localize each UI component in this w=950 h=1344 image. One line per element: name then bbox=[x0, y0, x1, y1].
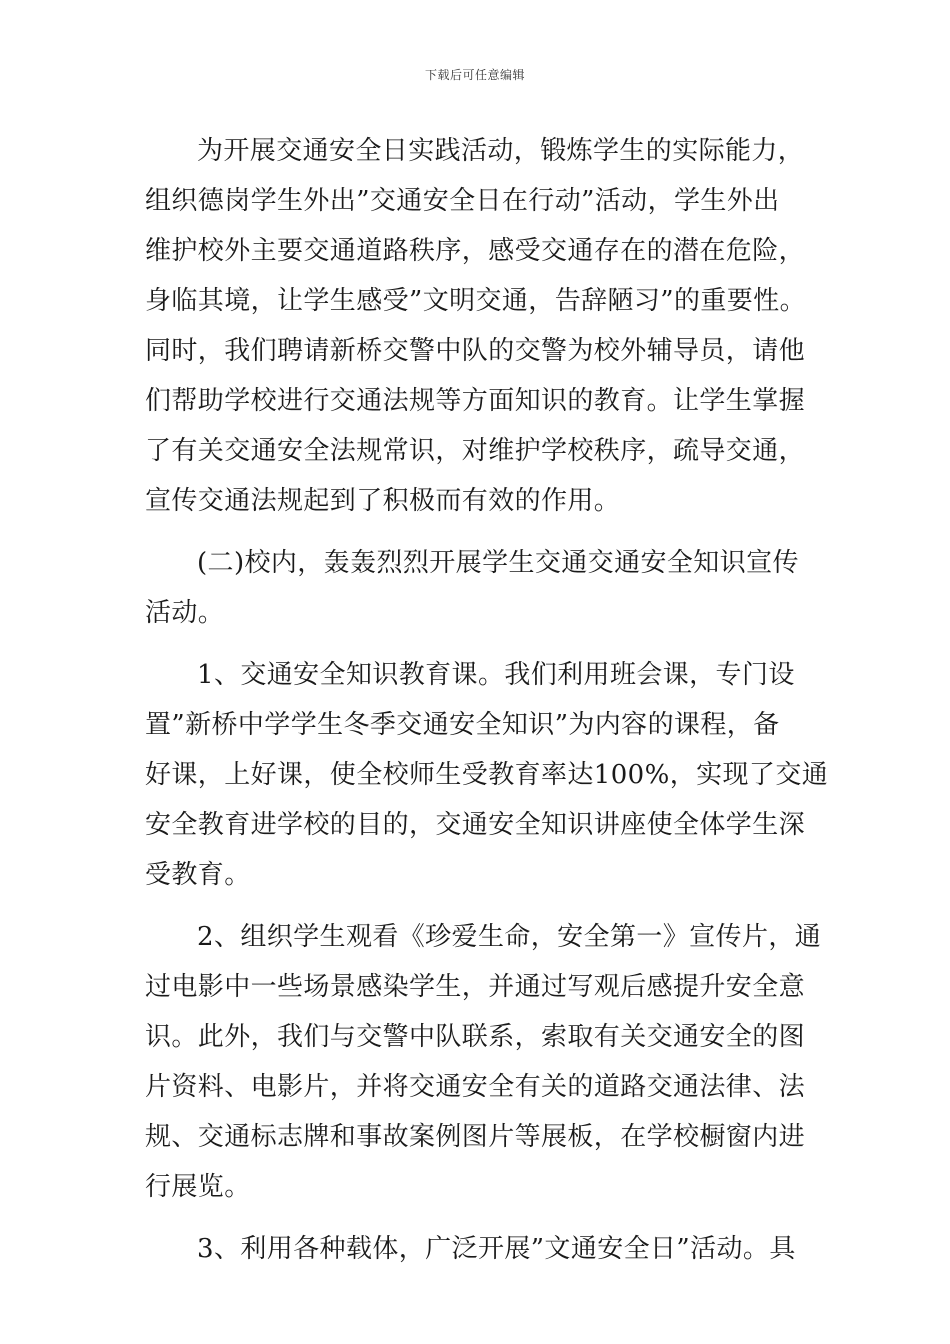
paragraph-5 bbox=[145, 1224, 825, 1274]
text-line: 宣传交通法规起到了积极而有效的作用。 bbox=[145, 486, 621, 516]
text-line: 同时，我们聘请新桥交警中队的交警为校外辅导员，请他 bbox=[145, 336, 806, 366]
text-line: 规、交通标志牌和事故案例图片等展板，在学校橱窗内进 bbox=[145, 1122, 806, 1152]
text-line: 3、利用各种载体，广泛开展”文通安全日”活动。具 bbox=[197, 1234, 796, 1264]
text-line: 片资料、电影片，并将交通安全有关的道路交通法律、法 bbox=[145, 1072, 806, 1102]
text-line: 过电影中一些场景感染学生，并通过写观后感提升安全意 bbox=[145, 972, 806, 1002]
paragraph-2 bbox=[145, 538, 825, 638]
text-line: 1、交通安全知识教育课。我们利用班会课，专门设 bbox=[197, 660, 795, 690]
text-line: (二)校内，轰轰烈烈开展学生交通交通安全知识宣传 bbox=[197, 548, 799, 578]
text-line: 受教育。 bbox=[145, 860, 251, 890]
text-line: 好课，上好课，使全校师生受教育率达100%，实现了交通 bbox=[145, 760, 829, 790]
text-line: 身临其境，让学生感受”文明交通，告辞陋习”的重要性。 bbox=[145, 286, 806, 316]
text-line: 组织德岗学生外出”交通安全日在行动”活动，学生外出 bbox=[145, 186, 780, 216]
paragraph-4 bbox=[145, 912, 825, 1212]
paragraph-1 bbox=[145, 126, 825, 526]
paragraph-3 bbox=[145, 650, 829, 900]
text-line: 了有关交通安全法规常识，对维护学校秩序，疏导交通， bbox=[145, 436, 806, 466]
text-line: 活动。 bbox=[145, 598, 225, 628]
document-body bbox=[145, 126, 829, 1274]
page-header: 下载后可任意编辑 bbox=[424, 68, 525, 82]
text-line: 识。此外，我们与交警中队联系，索取有关交通安全的图 bbox=[145, 1022, 806, 1052]
text-line: 为开展交通安全日实践活动，锻炼学生的实际能力， bbox=[197, 136, 805, 166]
text-line: 行展览。 bbox=[145, 1172, 251, 1202]
text-line: 安全教育进学校的目的，交通安全知识讲座使全体学生深 bbox=[145, 810, 806, 840]
text-line: 2、组织学生观看《珍爱生命，安全第一》宣传片，通 bbox=[197, 922, 822, 952]
text-line: 维护校外主要交通道路秩序，感受交通存在的潜在危险， bbox=[145, 236, 806, 266]
text-line: 置”新桥中学学生冬季交通安全知识”为内容的课程，备 bbox=[145, 710, 780, 740]
text-line: 们帮助学校进行交通法规等方面知识的教育。让学生掌握 bbox=[145, 386, 806, 416]
